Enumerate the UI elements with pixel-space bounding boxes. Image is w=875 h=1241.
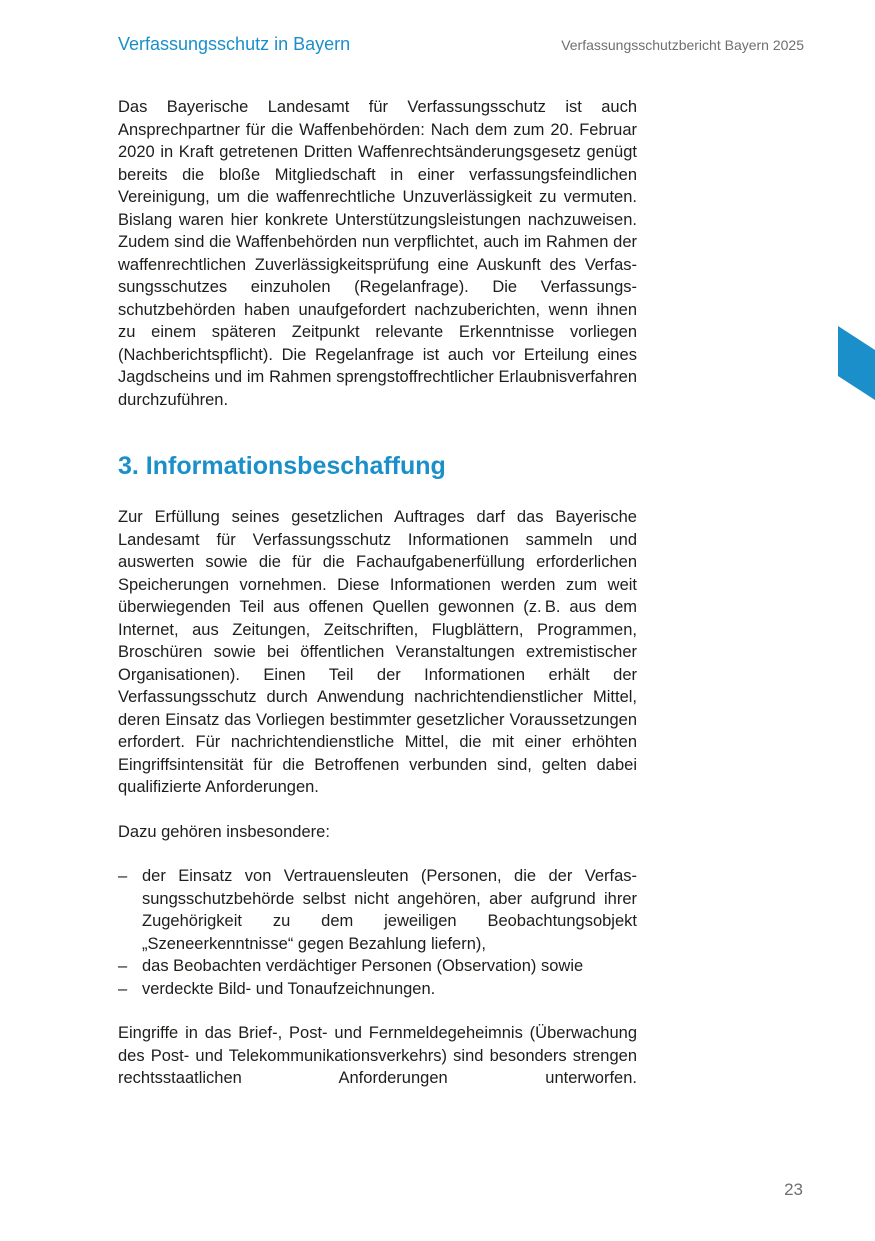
page-content [118, 96, 637, 1090]
paragraph-telecom-secrecy: Eingriffe in das Brief-, Post- und Fernmeldegeheimnis (Überwachung des Post- und Telekommunikationsverkehrs) sind besonders strengen rechtsstaatlichen Anforderungen unterworfen. [118, 1024, 637, 1087]
paragraph-information-gathering: Zur Erfüllung seines gesetzlichen Auftrages darf das Bayerische Landesamt für Verfassungsschutz Informationen sammeln und auswerten sowie die für die Fachaufgabenerfüllung erforderlichen Speicherungen vornehmen. Diese Informationen werden zum weit überwiegenden Teil aus offenen Quellen gewonnen (z. B. aus dem Internet, aus Zeitungen, Zeitschriften, Flugblättern, Programmen, Broschüren sowie bei öffentlichen Veranstaltungen extremistischer Organisationen). Einen Teil der Informationen erhält der Verfassungsschutz durch Anwendung nachrichtendienstlicher Mittel, deren Einsatz das Vorliegen bestimmter gesetzlicher Voraussetzungen erfordert. Für nachrichtendienstliche Mittel, die mit einer erhöhten Eingriffsintensität für die Betroffenen verbunden sind, gelten dabei qualifizierte Anforderungen. [118, 508, 637, 796]
section-heading: 3. Informationsbeschaffung [118, 452, 446, 480]
paragraph-list-intro: Dazu gehören insbesondere: [118, 822, 330, 841]
list-item: – der Einsatz von Vertrauensleuten (Personen, die der Verfassungsschutzbehörde selbst nicht angehören, aber aufgrund ihrer Zugehörigkeit zu dem jeweiligen Beobachtungsobjekt „Szeneerkenntnisse“ gegen Bezahlung liefern), [118, 865, 637, 955]
measures-list [118, 865, 637, 1000]
list-item: – verdeckte Bild- und Tonaufzeichnungen. [118, 978, 637, 1001]
chapter-tab-marker [838, 326, 875, 400]
running-header-title: Verfassungsschutzbericht Bayern 2025 [561, 37, 804, 53]
paragraph-weapons-authorities: Das Bayerische Landesamt für Verfassungsschutz ist auch Ansprechpartner für die Waffenbehörden: Nach dem zum 20. Februar 2020 in Kraft getretenen Dritten Waffenrechtsänderungsgesetz genügt bereits die bloße Mitgliedschaft in einer verfassungsfeindlichen Vereinigung, um die waffenrechtliche Unzuverlässigkeit zu vermuten. Bislang waren hier konkrete Unterstützungsleistungen nachzuweisen. Zudem sind die Waffenbehörden nun verpflichtet, auch im Rahmen der waffenrechtlichen Zuverlässigkeitsprüfung eine Auskunft des Verfassungsschutzes einzuholen (Regelanfrage). Die Verfassungsschutzbehörden haben unaufgefordert nachzuberichten, wenn ihnen zu einem späteren Zeitpunkt relevante Erkenntnisse vorliegen (Nachberichtspflicht). Die Regelanfrage ist auch vor Erteilung eines Jagdscheins und im Rahmen sprengstoffrechtlicher Erlaubnisverfahren durchzuführen. [118, 98, 637, 409]
running-header-section: Verfassungsschutz in Bayern [118, 34, 351, 54]
page-number: 23 [784, 1180, 803, 1199]
list-item: – das Beobachten verdächtiger Personen (Observation) sowie [118, 955, 637, 978]
